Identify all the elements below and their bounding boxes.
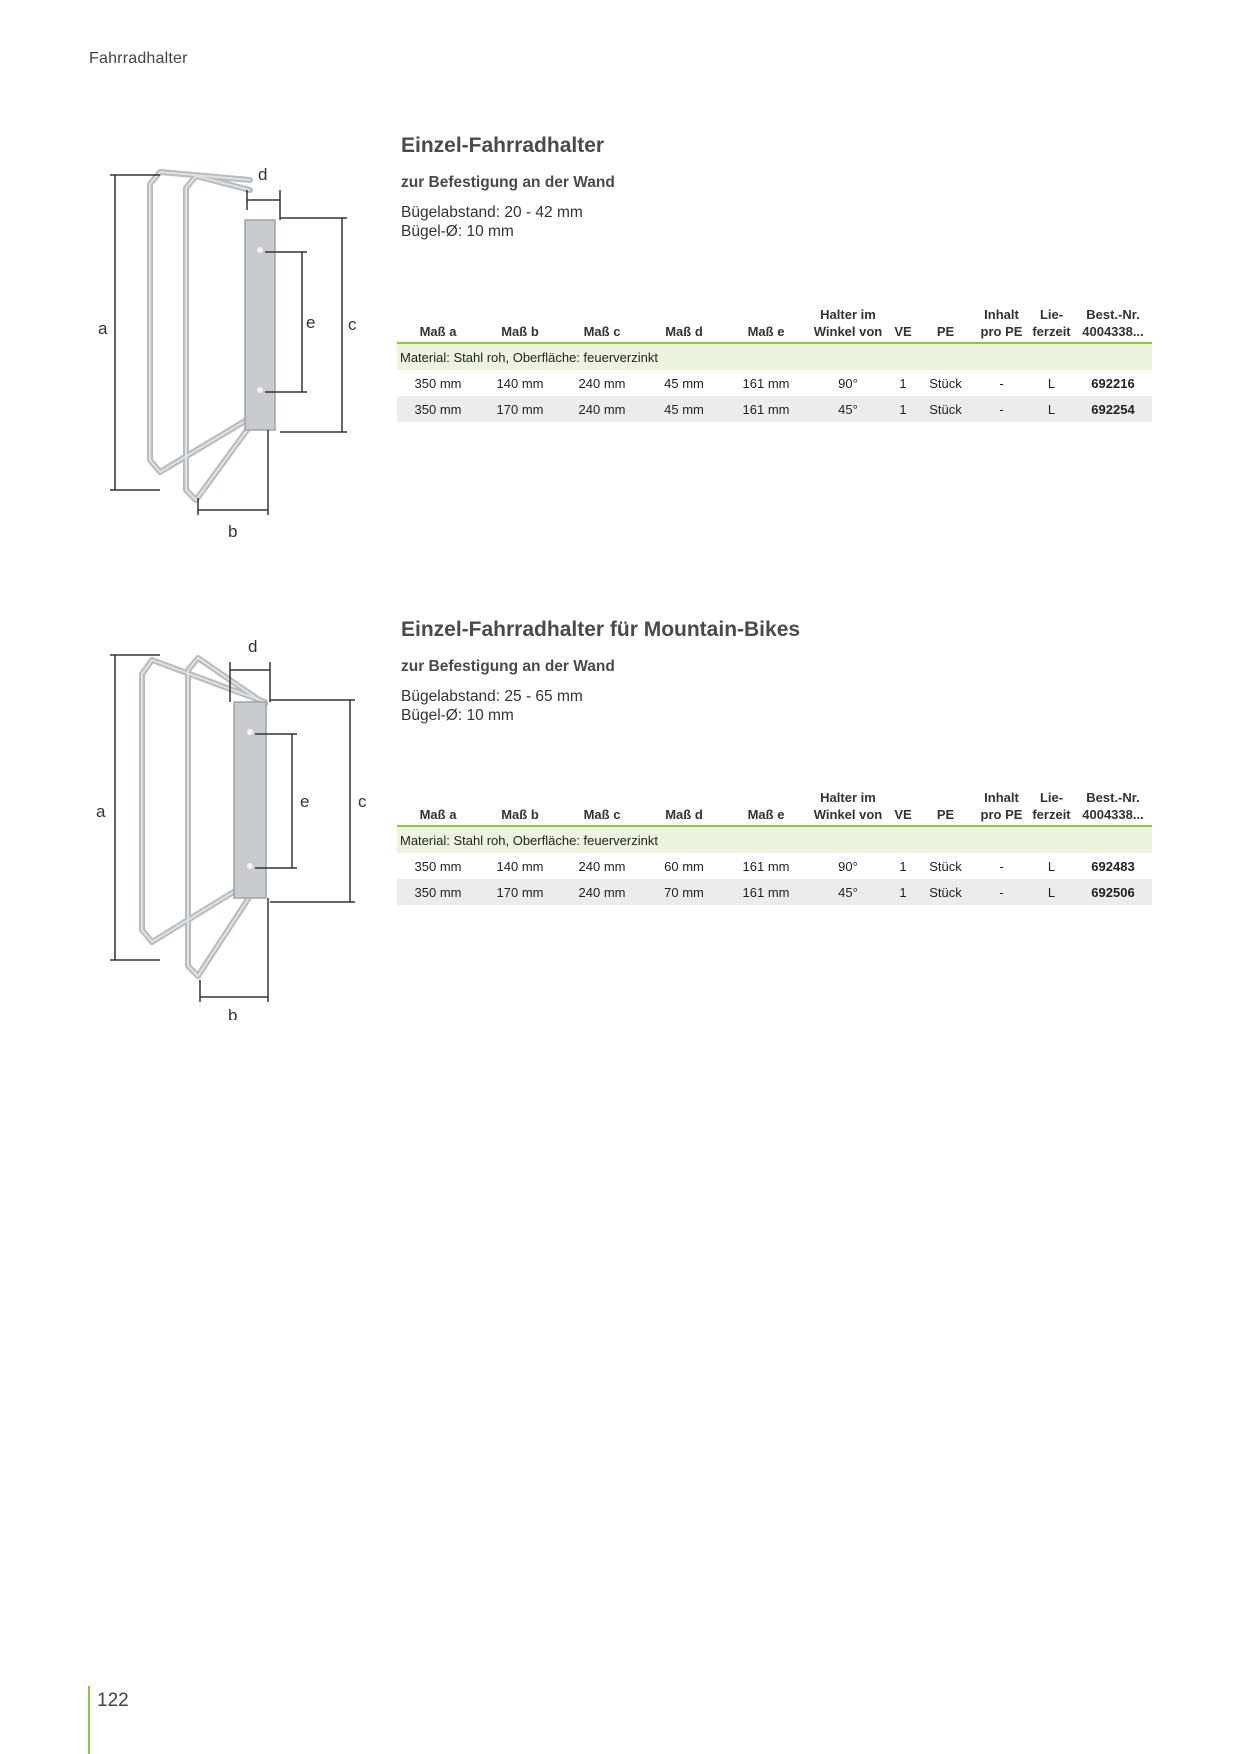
dim-label-e: e (300, 792, 310, 811)
table-row: 350 mm 140 mm 240 mm 45 mm 161 mm 90° 1 Stück - L 692216 (397, 370, 1152, 396)
column-header: Halter im Winkel von (807, 306, 889, 343)
column-header: Maß a (397, 306, 479, 343)
table-header-row (397, 789, 1152, 826)
column-header: Maß b (479, 789, 561, 826)
order-number: 692216 (1091, 375, 1135, 391)
dim-label-a: a (98, 319, 108, 338)
footer-accent-bar (88, 1686, 90, 1754)
material-text: Material: Stahl roh, Oberfläche: feuerverzinkt (397, 343, 1152, 370)
column-header: Maß c (561, 789, 643, 826)
column-header: PE (917, 306, 974, 343)
product-title: Einzel-Fahrradhalter (401, 134, 605, 157)
dim-label-e: e (306, 313, 316, 332)
table-row: 350 mm 140 mm 240 mm 60 mm 161 mm 90° 1 Stück - L 692483 (397, 853, 1152, 879)
product-subtitle: zur Befestigung an der Wand (401, 174, 615, 191)
spec-line: Bügel-Ø: 10 mm (401, 707, 514, 724)
dim-label-d: d (248, 640, 258, 656)
column-header: Inhalt pro PE (974, 306, 1029, 343)
product-1-table (397, 306, 1152, 422)
product-subtitle: zur Befestigung an der Wand (401, 658, 615, 675)
material-text: Material: Stahl roh, Oberfläche: feuerverzinkt (397, 826, 1152, 853)
dim-label-b: b (228, 522, 238, 540)
product-title: Einzel-Fahrradhalter für Mountain-Bikes (401, 618, 801, 641)
column-header: Maß a (397, 789, 479, 826)
column-header: Lie- ferzeit (1029, 789, 1074, 826)
column-header: Maß e (725, 306, 807, 343)
column-header: Inhalt pro PE (974, 789, 1029, 826)
bike-holder-drawing (90, 640, 390, 1020)
column-header: VE (889, 306, 917, 343)
column-header: Maß d (643, 789, 725, 826)
dim-label-a: a (96, 802, 106, 821)
running-head: Fahrradhalter (89, 50, 188, 67)
product-1-info (401, 134, 615, 241)
column-header: Maß d (643, 306, 725, 343)
material-row (397, 826, 1152, 853)
column-header: Maß e (725, 789, 807, 826)
product-1-drawing (90, 160, 390, 540)
spec-line: Bügel-Ø: 10 mm (401, 223, 514, 240)
product-2-info (401, 618, 800, 725)
material-row (397, 343, 1152, 370)
product-2-table (397, 789, 1152, 905)
column-header: Lie- ferzeit (1029, 306, 1074, 343)
order-number: 692506 (1074, 879, 1152, 905)
order-number: 692254 (1074, 396, 1152, 422)
product-2-drawing (90, 640, 390, 1020)
page-number: 122 (97, 1690, 129, 1711)
bike-holder-drawing (90, 160, 390, 540)
dim-label-b: b (228, 1006, 238, 1020)
dim-label-c: c (358, 792, 367, 811)
column-header: VE (889, 789, 917, 826)
column-header: Maß c (561, 306, 643, 343)
column-header: Maß b (479, 306, 561, 343)
table-row: 350 mm 170 mm 240 mm 45 mm 161 mm 45° 1 Stück - L 692254 (397, 396, 1152, 422)
spec-line: Bügelabstand: 20 - 42 mm (401, 204, 583, 221)
spec-line: Bügelabstand: 25 - 65 mm (401, 688, 583, 705)
column-header: Best.-Nr. 4004338... (1074, 789, 1152, 826)
table-row: 350 mm 170 mm 240 mm 70 mm 161 mm 45° 1 Stück - L 692506 (397, 879, 1152, 905)
column-header: Halter im Winkel von (807, 789, 889, 826)
order-number: 692483 (1091, 858, 1135, 874)
column-header: PE (917, 789, 974, 826)
table-header-row (397, 306, 1152, 343)
dim-label-d: d (258, 165, 268, 184)
column-header: Best.-Nr. 4004338... (1074, 306, 1152, 343)
dim-label-c: c (348, 315, 357, 334)
